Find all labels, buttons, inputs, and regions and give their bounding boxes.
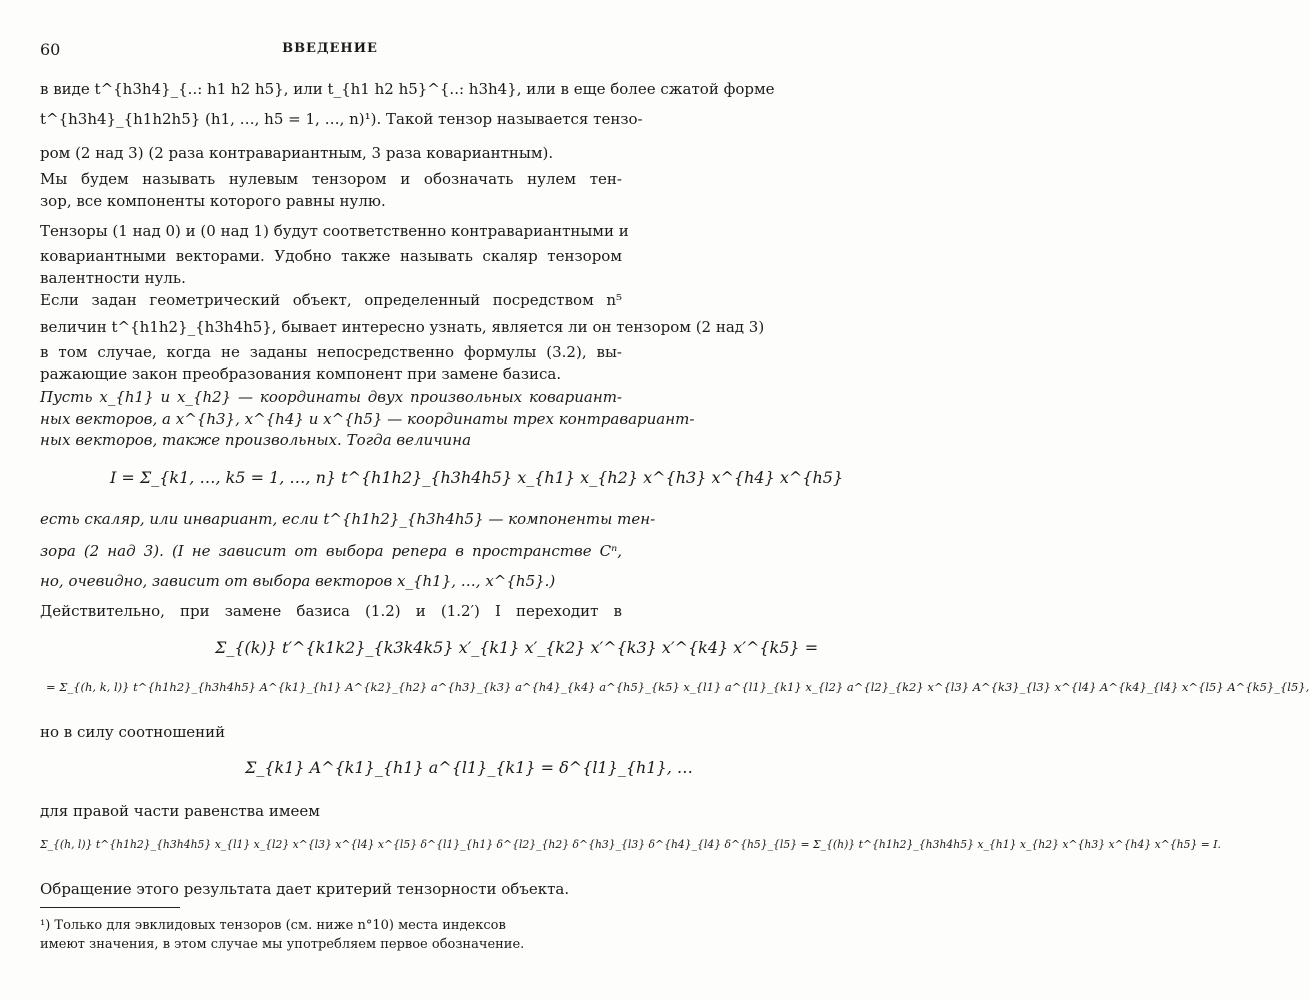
text-line: Тензоры (1 над 0) и (0 над 1) будут соответственно контравариантными и [40, 222, 629, 240]
text-line: ром (2 над 3) (2 раза контравариантным, 3 раза ковариантным). [40, 144, 554, 162]
text-line: ных векторов, а x^{h3}, x^{h4} и x^{h5} — координаты трех контравариант- [40, 410, 695, 428]
text-line: для правой части равенства имеем [40, 802, 320, 820]
text-line: ных векторов, также произвольных. Тогда величина [40, 431, 472, 449]
text-line: Обращение этого результата дает критерий тензорности объекта. [40, 880, 570, 898]
text-line: Действительно, при замене базиса (1.2) и (1.2′) I переходит в [40, 602, 622, 620]
text-line: валентности нуль. [40, 269, 186, 287]
equation-kronecker: Σ_{k1} A^{k1}_{h1} a^{l1}_{k1} = δ^{l1}_{h1}, … [245, 758, 693, 777]
text-line: но в силу соотношений [40, 723, 226, 741]
text-line: зор, все компоненты которого равны нулю. [40, 192, 386, 210]
equation-transformed: Σ_{(k)} t′^{k1k2}_{k3k4k5} x′_{k1} x′_{k2} x′^{k3} x′^{k4} x′^{k5} = [215, 638, 819, 657]
footnote-rule [40, 907, 180, 908]
text-line: в том случае, когда не заданы непосредственно формулы (3.2), вы- [40, 343, 622, 361]
equation-invariant: I = Σ_{k1, …, k5 = 1, …, n} t^{h1h2}_{h3h4h5} x_{h1} x_{h2} x^{h3} x^{h4} x^{h5} [110, 468, 844, 487]
text-line: Мы будем называть нулевым тензором и обозначать нулем тен- [40, 170, 622, 188]
equation-expanded: = Σ_{(h, k, l)} t^{h1h2}_{h3h4h5} A^{k1}_{h1} A^{k2}_{h2} a^{h3}_{k3} a^{h4}_{k4} a^{h5}_{k5} x_{l1} a^{l1}_{k1} x_{l2} a^{l2}_{k2} x^{l3} A^{k3}_{l3} x^{l4} A^{k4}_{l4} x^{l5} A^{k5}_{l5}, [46, 680, 1309, 694]
footnote-line: имеют значения, в этом случае мы употребляем первое обозначение. [40, 937, 525, 952]
text-line: ражающие закон преобразования компонент при замене базиса. [40, 365, 562, 383]
text-line: зора (2 над 3). (I не зависит от выбора репера в пространстве Cⁿ, [40, 542, 622, 560]
page-header [40, 40, 620, 60]
text-line: ковариантными векторами. Удобно также называть скаляр тензором [40, 247, 622, 265]
text-line: величин t^{h1h2}_{h3h4h5}, бывает интересно узнать, является ли он тензором (2 над 3) [40, 318, 765, 336]
page-number: 60 [40, 40, 61, 59]
text-line: но, очевидно, зависит от выбора векторов x_{h1}, …, x^{h5}.) [40, 572, 556, 590]
running-head: ВВЕДЕНИЕ [282, 41, 378, 56]
text-line: в виде t^{h3h4}_{..: h1 h2 h5}, или t_{h1 h2 h5}^{..: h3h4}, или в еще более сжатой форме [40, 80, 775, 98]
footnote-line: ¹) Только для эвклидовых тензоров (см. ниже n°10) места индексов [40, 918, 506, 933]
equation-result: Σ_{(h, l)} t^{h1h2}_{h3h4h5} x_{l1} x_{l2} x^{l3} x^{l4} x^{l5} δ^{l1}_{h1} δ^{l2}_{h2} δ^{h3}_{l3} δ^{h4}_{l4} δ^{h5}_{l5} = Σ_{(h)} t^{h1h2}_{h3h4h5} x_{h1} x_{h2} x^{h3} x^{h4} x^{h5} = I. [40, 838, 1221, 851]
text-line: Если задан геометрический объект, определенный посредством n⁵ [40, 291, 622, 309]
text-line: есть скаляр, или инвариант, если t^{h1h2}_{h3h4h5} — компоненты тен- [40, 510, 656, 528]
text-line: t^{h3h4}_{h1h2h5} (h1, …, h5 = 1, …, n)¹). Такой тензор называется тензо- [40, 110, 643, 128]
text-line: Пусть x_{h1} и x_{h2} — координаты двух произвольных ковариант- [40, 388, 622, 406]
